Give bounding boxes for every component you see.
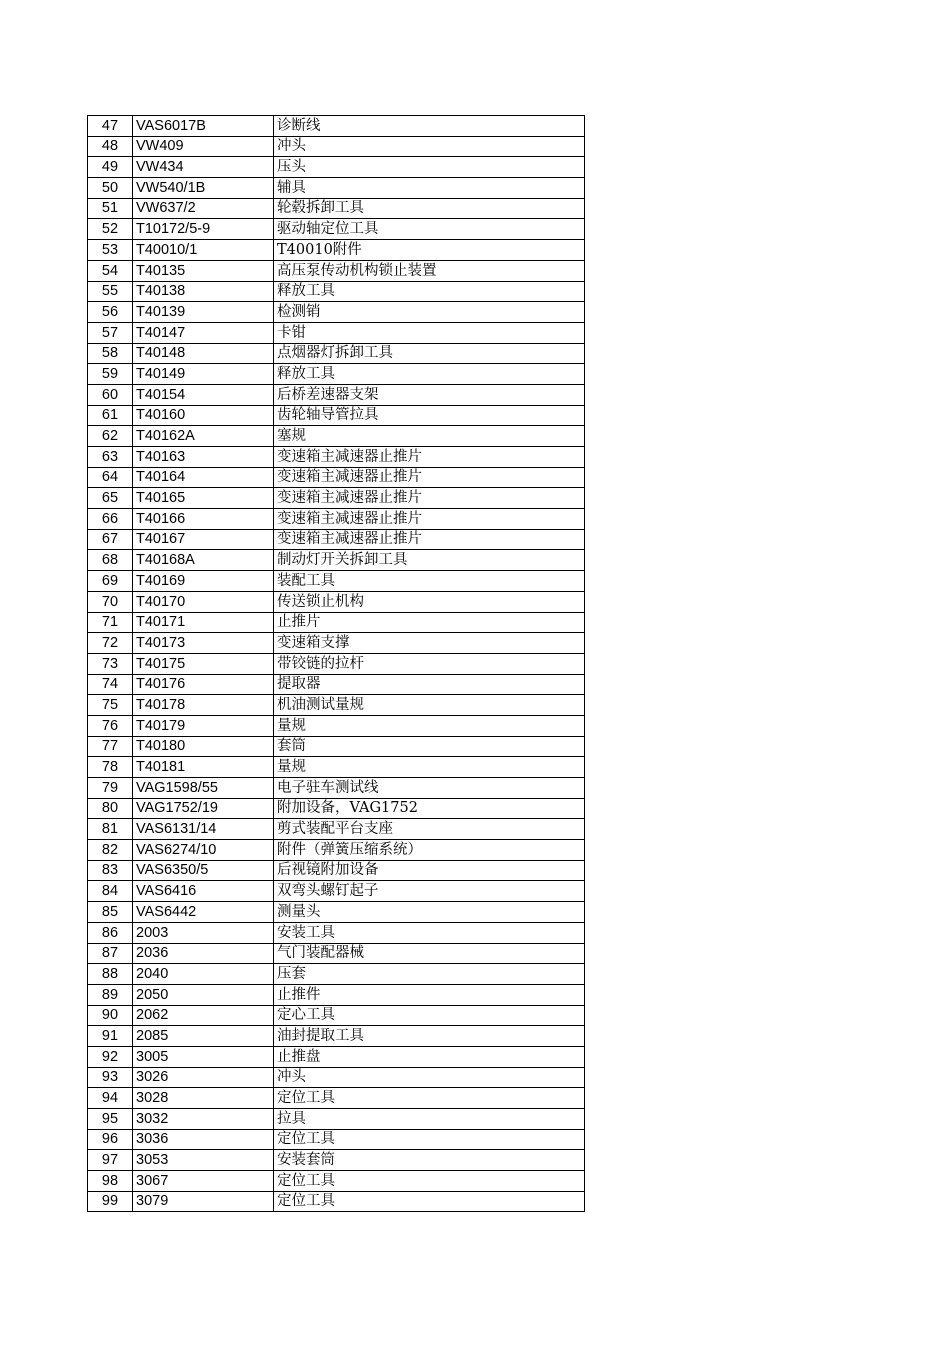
row-number-cell: 55 [88, 281, 133, 302]
tool-code-cell: VAG1598/55 [133, 778, 274, 799]
table-row [88, 881, 585, 902]
tool-name-cell: 释放工具 [274, 364, 585, 385]
tool-code-cell: T40166 [133, 509, 274, 530]
tool-name-cell: 定位工具 [274, 1191, 585, 1212]
tool-name-cell: 后视镜附加设备 [274, 860, 585, 881]
tool-code-cell: VAS6131/14 [133, 819, 274, 840]
tool-code-cell: T40162A [133, 426, 274, 447]
row-number-cell: 57 [88, 322, 133, 343]
tool-name-cell: 变速箱主减速器止推片 [274, 529, 585, 550]
row-number-cell: 84 [88, 881, 133, 902]
table-row [88, 653, 585, 674]
tool-code-cell: VAS6442 [133, 902, 274, 923]
tool-code-cell: T40173 [133, 633, 274, 654]
tool-code-cell: VW409 [133, 136, 274, 157]
tool-code-cell: VAS6274/10 [133, 840, 274, 861]
tool-name-cell: 轮毂拆卸工具 [274, 198, 585, 219]
tool-name-cell: 安装工具 [274, 922, 585, 943]
row-number-cell: 86 [88, 922, 133, 943]
tool-code-cell: 2036 [133, 943, 274, 964]
tool-code-cell: VW637/2 [133, 198, 274, 219]
table-row [88, 943, 585, 964]
row-number-cell: 56 [88, 302, 133, 323]
tool-list-table [87, 115, 585, 1212]
row-number-cell: 76 [88, 715, 133, 736]
tool-code-cell: T10172/5-9 [133, 219, 274, 240]
row-number-cell: 71 [88, 612, 133, 633]
tool-name-cell: 套筒 [274, 736, 585, 757]
tool-name-cell: 油封提取工具 [274, 1026, 585, 1047]
table-row [88, 384, 585, 405]
tool-code-cell: 2040 [133, 964, 274, 985]
tool-code-cell: T40164 [133, 467, 274, 488]
row-number-cell: 50 [88, 178, 133, 199]
table-row [88, 1067, 585, 1088]
tool-name-cell: 制动灯开关拆卸工具 [274, 550, 585, 571]
row-number-cell: 82 [88, 840, 133, 861]
table-row [88, 1046, 585, 1067]
tool-name-cell: 双弯头螺钉起子 [274, 881, 585, 902]
tool-name-cell: 塞规 [274, 426, 585, 447]
row-number-cell: 89 [88, 984, 133, 1005]
table-row [88, 922, 585, 943]
tool-code-cell: 3028 [133, 1088, 274, 1109]
tool-name-cell: 压套 [274, 964, 585, 985]
tool-name-cell: 定心工具 [274, 1005, 585, 1026]
table-row [88, 364, 585, 385]
row-number-cell: 96 [88, 1129, 133, 1150]
row-number-cell: 74 [88, 674, 133, 695]
table-row [88, 674, 585, 695]
table-row [88, 467, 585, 488]
tool-code-cell: T40138 [133, 281, 274, 302]
table-row [88, 778, 585, 799]
tool-name-cell: 变速箱支撑 [274, 633, 585, 654]
tool-name-cell: 传送锁止机构 [274, 591, 585, 612]
tool-code-cell: T40176 [133, 674, 274, 695]
row-number-cell: 67 [88, 529, 133, 550]
tool-name-cell: 齿轮轴导管拉具 [274, 405, 585, 426]
tool-code-cell: T40181 [133, 757, 274, 778]
table-row [88, 571, 585, 592]
row-number-cell: 87 [88, 943, 133, 964]
table-row [88, 715, 585, 736]
table-row [88, 447, 585, 468]
tool-code-cell: T40147 [133, 322, 274, 343]
tool-code-cell: 3067 [133, 1171, 274, 1192]
row-number-cell: 80 [88, 798, 133, 819]
tool-code-cell: 2062 [133, 1005, 274, 1026]
tool-code-cell: VAS6350/5 [133, 860, 274, 881]
row-number-cell: 61 [88, 405, 133, 426]
table-row [88, 178, 585, 199]
table-row [88, 798, 585, 819]
tool-code-cell: 3026 [133, 1067, 274, 1088]
table-row [88, 1005, 585, 1026]
table-row [88, 695, 585, 716]
tool-name-cell: 拉具 [274, 1109, 585, 1130]
table-row [88, 405, 585, 426]
tool-code-cell: T40180 [133, 736, 274, 757]
tool-code-cell: VAS6017B [133, 116, 274, 137]
table-row [88, 612, 585, 633]
row-number-cell: 98 [88, 1171, 133, 1192]
tool-code-cell: T40163 [133, 447, 274, 468]
tool-code-cell: T40168A [133, 550, 274, 571]
tool-name-cell: 冲头 [274, 136, 585, 157]
table-row [88, 260, 585, 281]
row-number-cell: 58 [88, 343, 133, 364]
row-number-cell: 52 [88, 219, 133, 240]
row-number-cell: 91 [88, 1026, 133, 1047]
tool-code-cell: VAS6416 [133, 881, 274, 902]
row-number-cell: 97 [88, 1150, 133, 1171]
tool-name-cell: 卡钳 [274, 322, 585, 343]
tool-name-cell: 变速箱主减速器止推片 [274, 447, 585, 468]
tool-code-cell: T40170 [133, 591, 274, 612]
table-row [88, 736, 585, 757]
row-number-cell: 81 [88, 819, 133, 840]
table-row [88, 488, 585, 509]
tool-code-cell: T40178 [133, 695, 274, 716]
tool-name-cell: 驱动轴定位工具 [274, 219, 585, 240]
tool-list-body [88, 116, 585, 1212]
tool-code-cell: 2003 [133, 922, 274, 943]
tool-name-cell: 止推片 [274, 612, 585, 633]
table-row [88, 1129, 585, 1150]
tool-code-cell: T40010/1 [133, 240, 274, 261]
tool-name-cell: 止推件 [274, 984, 585, 1005]
tool-code-cell: 3053 [133, 1150, 274, 1171]
tool-name-cell: T40010附件 [274, 240, 585, 261]
tool-name-cell: 变速箱主减速器止推片 [274, 509, 585, 530]
tool-code-cell: T40179 [133, 715, 274, 736]
table-row [88, 219, 585, 240]
tool-name-cell: 检测销 [274, 302, 585, 323]
table-row [88, 840, 585, 861]
row-number-cell: 69 [88, 571, 133, 592]
table-row [88, 302, 585, 323]
row-number-cell: 77 [88, 736, 133, 757]
tool-name-cell: 气门装配器械 [274, 943, 585, 964]
table-row [88, 984, 585, 1005]
table-row [88, 964, 585, 985]
table-row [88, 426, 585, 447]
tool-name-cell: 定位工具 [274, 1129, 585, 1150]
row-number-cell: 99 [88, 1191, 133, 1212]
tool-name-cell: 附加设备，VAG1752 [274, 798, 585, 819]
tool-name-cell: 高压泵传动机构锁止装置 [274, 260, 585, 281]
row-number-cell: 47 [88, 116, 133, 137]
tool-name-cell: 测量头 [274, 902, 585, 923]
row-number-cell: 72 [88, 633, 133, 654]
tool-code-cell: T40135 [133, 260, 274, 281]
row-number-cell: 49 [88, 157, 133, 178]
tool-code-cell: T40139 [133, 302, 274, 323]
table-row [88, 550, 585, 571]
tool-name-cell: 量规 [274, 715, 585, 736]
tool-name-cell: 提取器 [274, 674, 585, 695]
tool-code-cell: 3079 [133, 1191, 274, 1212]
table-row [88, 819, 585, 840]
tool-name-cell: 后桥差速器支架 [274, 384, 585, 405]
row-number-cell: 95 [88, 1109, 133, 1130]
tool-name-cell: 剪式装配平台支座 [274, 819, 585, 840]
row-number-cell: 59 [88, 364, 133, 385]
table-row [88, 1150, 585, 1171]
tool-name-cell: 诊断线 [274, 116, 585, 137]
tool-code-cell: 3032 [133, 1109, 274, 1130]
row-number-cell: 48 [88, 136, 133, 157]
row-number-cell: 63 [88, 447, 133, 468]
tool-name-cell: 安装套筒 [274, 1150, 585, 1171]
tool-name-cell: 止推盘 [274, 1046, 585, 1067]
tool-name-cell: 辅具 [274, 178, 585, 199]
row-number-cell: 78 [88, 757, 133, 778]
tool-name-cell: 冲头 [274, 1067, 585, 1088]
table-row [88, 591, 585, 612]
tool-code-cell: T40169 [133, 571, 274, 592]
tool-code-cell: VW540/1B [133, 178, 274, 199]
tool-code-cell: T40167 [133, 529, 274, 550]
tool-code-cell: T40165 [133, 488, 274, 509]
table-row [88, 322, 585, 343]
table-row [88, 509, 585, 530]
row-number-cell: 62 [88, 426, 133, 447]
tool-code-cell: T40149 [133, 364, 274, 385]
tool-code-cell: 2085 [133, 1026, 274, 1047]
table-row [88, 860, 585, 881]
tool-name-cell: 带铰链的拉杆 [274, 653, 585, 674]
tool-code-cell: T40171 [133, 612, 274, 633]
tool-name-cell: 量规 [274, 757, 585, 778]
tool-code-cell: T40175 [133, 653, 274, 674]
tool-code-cell: T40154 [133, 384, 274, 405]
tool-name-cell: 机油测试量规 [274, 695, 585, 716]
table-row [88, 902, 585, 923]
tool-name-cell: 定位工具 [274, 1171, 585, 1192]
tool-code-cell: T40148 [133, 343, 274, 364]
table-row [88, 757, 585, 778]
row-number-cell: 75 [88, 695, 133, 716]
tool-name-cell: 压头 [274, 157, 585, 178]
row-number-cell: 90 [88, 1005, 133, 1026]
tool-code-cell: 3036 [133, 1129, 274, 1150]
row-number-cell: 73 [88, 653, 133, 674]
table-row [88, 633, 585, 654]
tool-name-cell: 附件（弹簧压缩系统） [274, 840, 585, 861]
row-number-cell: 60 [88, 384, 133, 405]
table-row [88, 1191, 585, 1212]
row-number-cell: 66 [88, 509, 133, 530]
row-number-cell: 68 [88, 550, 133, 571]
table-row [88, 1026, 585, 1047]
row-number-cell: 53 [88, 240, 133, 261]
tool-name-cell: 变速箱主减速器止推片 [274, 467, 585, 488]
row-number-cell: 93 [88, 1067, 133, 1088]
row-number-cell: 83 [88, 860, 133, 881]
row-number-cell: 51 [88, 198, 133, 219]
table-row [88, 1088, 585, 1109]
table-row [88, 157, 585, 178]
row-number-cell: 88 [88, 964, 133, 985]
table-row [88, 240, 585, 261]
row-number-cell: 64 [88, 467, 133, 488]
table-row [88, 116, 585, 137]
tool-code-cell: T40160 [133, 405, 274, 426]
tool-name-cell: 定位工具 [274, 1088, 585, 1109]
row-number-cell: 85 [88, 902, 133, 923]
tool-name-cell: 装配工具 [274, 571, 585, 592]
row-number-cell: 92 [88, 1046, 133, 1067]
tool-name-cell: 释放工具 [274, 281, 585, 302]
tool-code-cell: 2050 [133, 984, 274, 1005]
table-row [88, 1109, 585, 1130]
row-number-cell: 70 [88, 591, 133, 612]
row-number-cell: 94 [88, 1088, 133, 1109]
table-row [88, 529, 585, 550]
table-row [88, 136, 585, 157]
table-row [88, 1171, 585, 1192]
tool-name-cell: 点烟器灯拆卸工具 [274, 343, 585, 364]
row-number-cell: 79 [88, 778, 133, 799]
tool-code-cell: VAG1752/19 [133, 798, 274, 819]
tool-name-cell: 电子驻车测试线 [274, 778, 585, 799]
tool-code-cell: 3005 [133, 1046, 274, 1067]
row-number-cell: 54 [88, 260, 133, 281]
table-row [88, 281, 585, 302]
row-number-cell: 65 [88, 488, 133, 509]
table-row [88, 198, 585, 219]
table-row [88, 343, 585, 364]
tool-code-cell: VW434 [133, 157, 274, 178]
tool-name-cell: 变速箱主减速器止推片 [274, 488, 585, 509]
